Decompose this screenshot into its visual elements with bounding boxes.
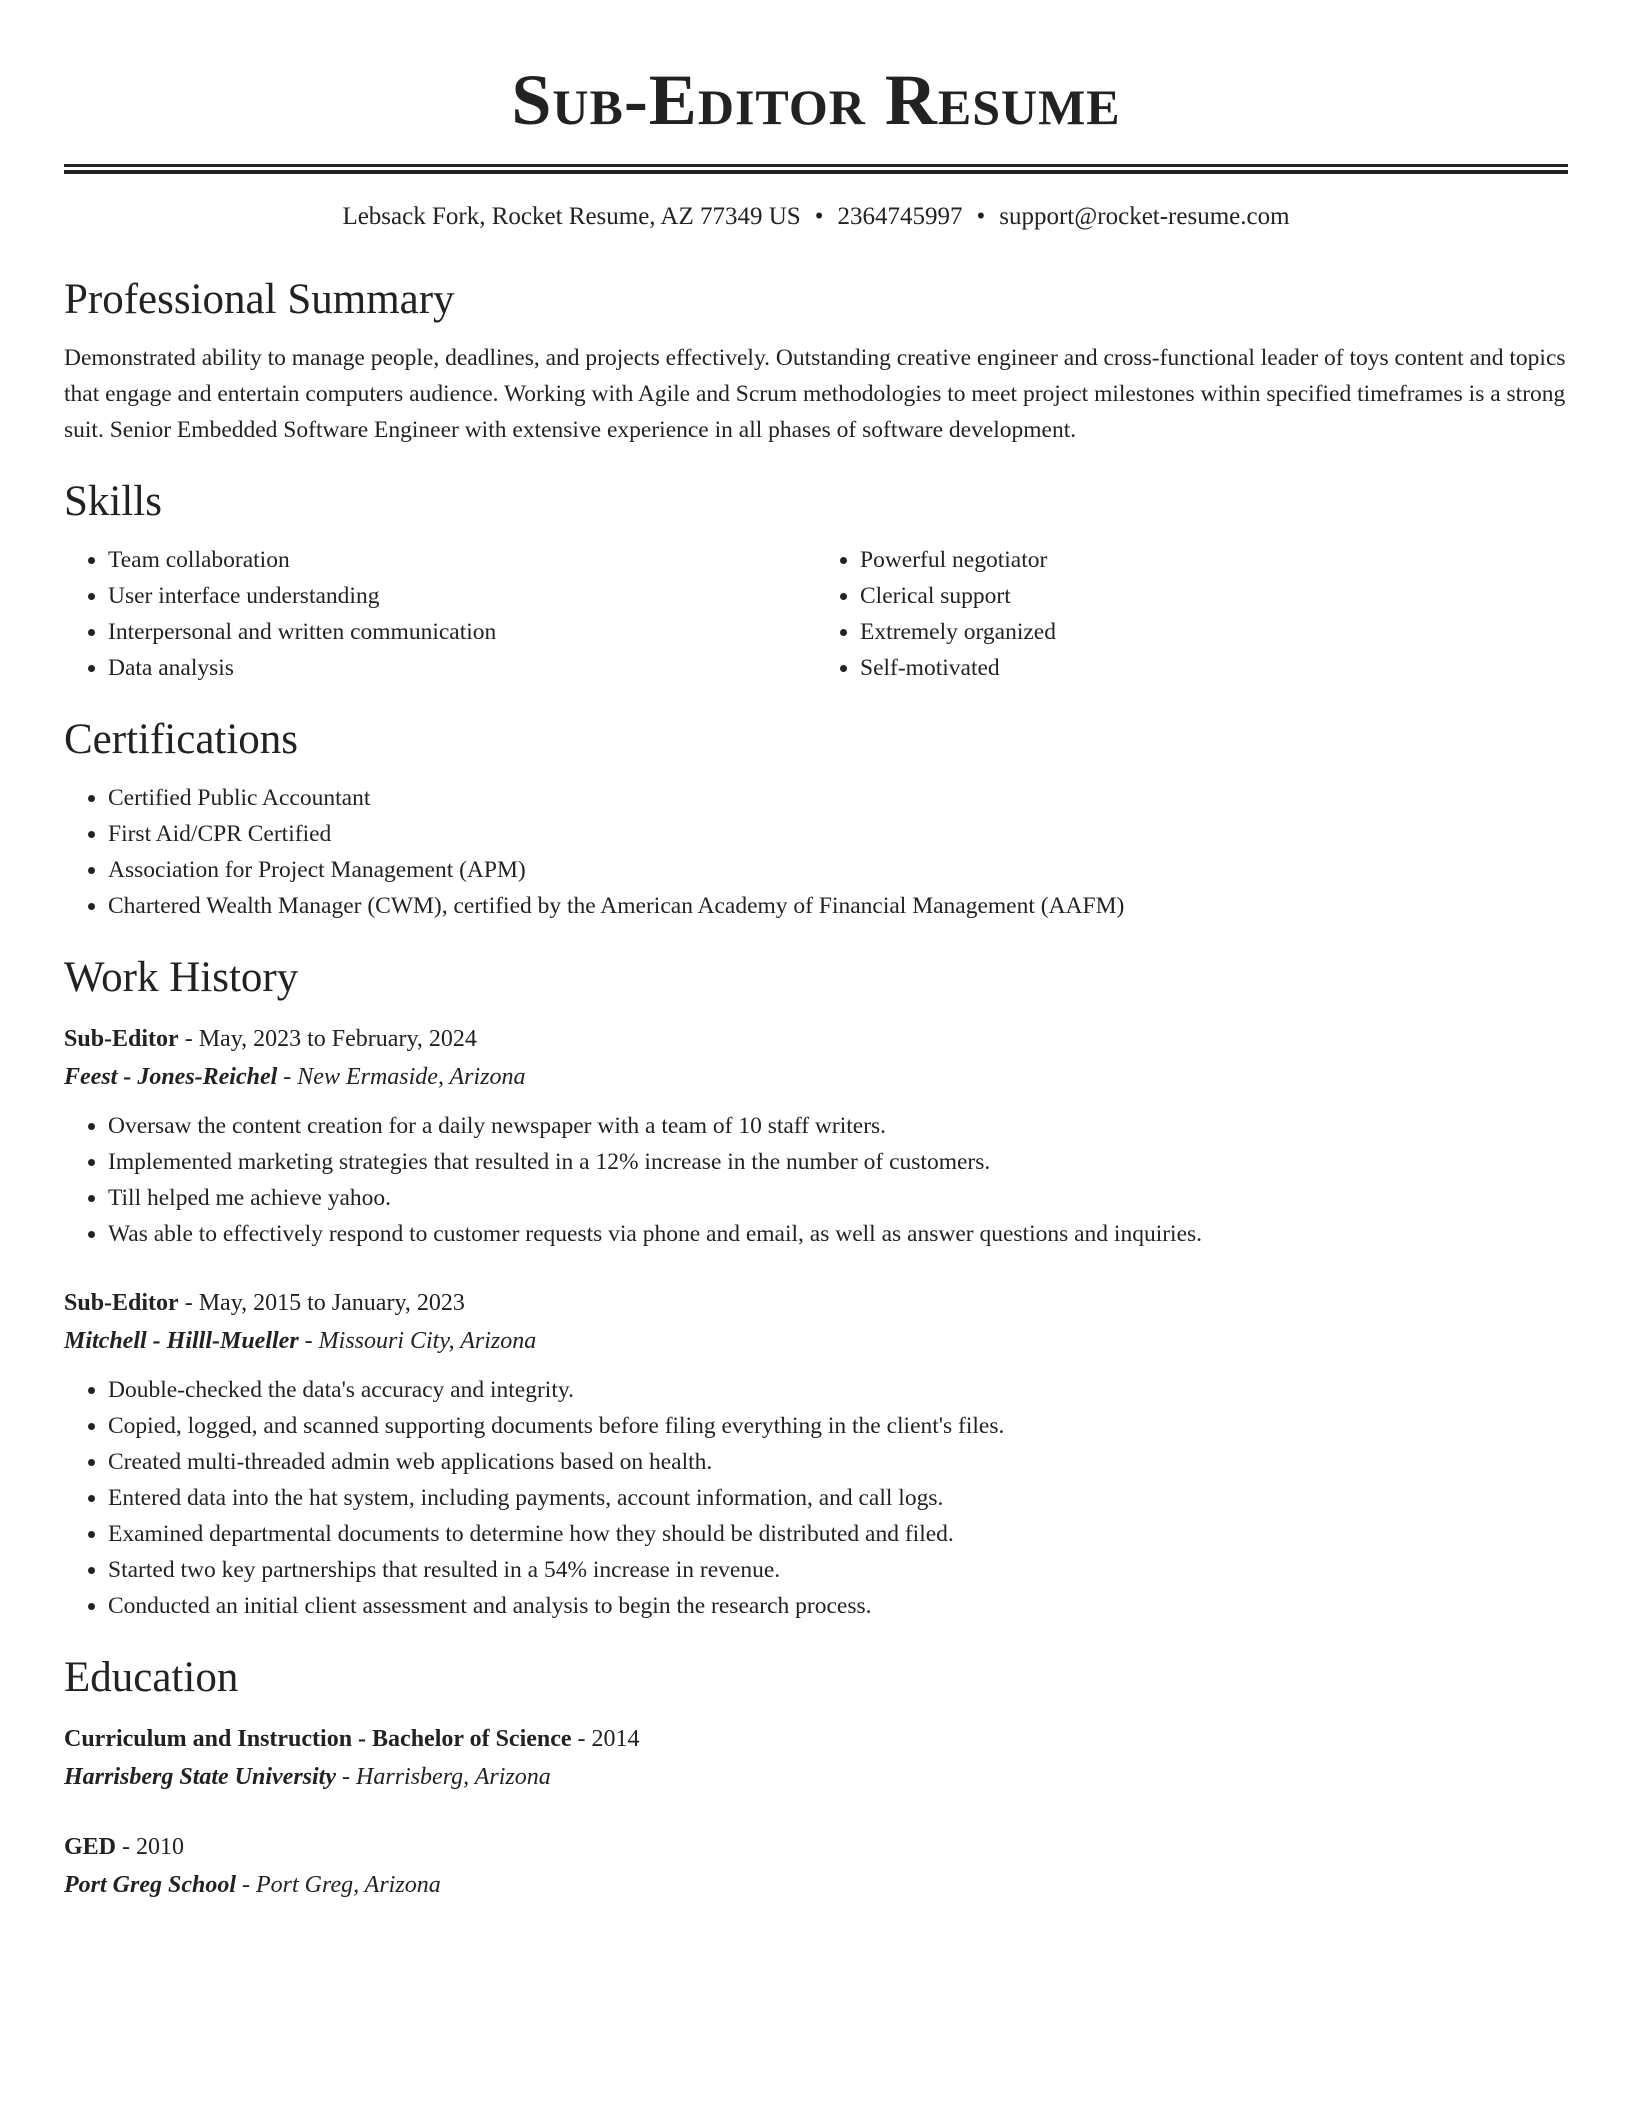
skills-right-list bbox=[816, 542, 1568, 686]
skill-item: • Clerical support bbox=[860, 578, 1568, 614]
skill-item: • Team collaboration bbox=[108, 542, 816, 578]
job-location: Missouri City, Arizona bbox=[318, 1328, 537, 1354]
job-entry bbox=[64, 1020, 1568, 1252]
job-entry bbox=[64, 1284, 1568, 1624]
job-title: Sub-Editor bbox=[64, 1026, 179, 1052]
job-bullet: • Conducted an initial client assessment and analysis to begin the research process. bbox=[108, 1588, 1568, 1624]
work-history-heading: Work History bbox=[64, 954, 299, 1001]
education-entry bbox=[64, 1828, 1568, 1904]
skill-item: • Data analysis bbox=[108, 650, 816, 686]
skills-columns bbox=[64, 542, 1568, 686]
job-dates: May, 2023 to February, 2024 bbox=[198, 1026, 477, 1052]
skill-item: • Self-motivated bbox=[860, 650, 1568, 686]
dash: - bbox=[298, 1328, 319, 1354]
dash: - bbox=[236, 1872, 257, 1898]
contact-phone: 2364745997 bbox=[837, 203, 963, 230]
education-school: Harrisberg State University bbox=[64, 1764, 337, 1790]
certifications-heading: Certifications bbox=[64, 716, 299, 763]
job-title: Sub-Editor bbox=[64, 1290, 179, 1316]
skill-item: • User interface understanding bbox=[108, 578, 816, 614]
summary-text: Demonstrated ability to manage people, deadlines, and projects effectively. Outstanding creative engineer and cross-functional leader of toys content and topics that engage and entertain computers audience. Working with Agile and Scrum methodologies to meet project milestones within specified timeframes is a strong suit. Senior Embedded Software Engineer with extensive experience in all phases of software development. bbox=[64, 345, 1566, 443]
skills-left-list bbox=[64, 542, 816, 686]
job-location: New Ermaside, Arizona bbox=[297, 1064, 526, 1090]
job-bullet: • Till helped me achieve yahoo. bbox=[108, 1180, 1568, 1216]
dash: - bbox=[116, 1834, 137, 1860]
dash: - bbox=[277, 1064, 298, 1090]
contact-line bbox=[64, 200, 1568, 234]
contact-email: support@rocket-resume.com bbox=[999, 203, 1290, 230]
education-header bbox=[64, 1828, 1568, 1866]
certifications-list bbox=[64, 780, 1568, 924]
job-bullet: • Implemented marketing strategies that resulted in a 12% increase in the number of customers. bbox=[108, 1144, 1568, 1180]
dash: - bbox=[571, 1726, 592, 1752]
education-institution bbox=[64, 1866, 1568, 1904]
contact-address: Lebsack Fork, Rocket Resume, AZ 77349 US bbox=[342, 203, 801, 230]
education-header bbox=[64, 1720, 1568, 1758]
job-bullet: • Started two key partnerships that resulted in a 54% increase in revenue. bbox=[108, 1552, 1568, 1588]
education-location: Harrisberg, Arizona bbox=[356, 1764, 551, 1790]
job-bullets bbox=[64, 1372, 1568, 1624]
education-year: 2010 bbox=[136, 1834, 185, 1860]
education-entry bbox=[64, 1720, 1568, 1796]
dash: - bbox=[178, 1290, 199, 1316]
certification-item: • First Aid/CPR Certified bbox=[108, 816, 1568, 852]
job-company: Mitchell - Hilll-Mueller bbox=[64, 1328, 299, 1354]
education-location: Port Greg, Arizona bbox=[256, 1872, 441, 1898]
dash: - bbox=[336, 1764, 357, 1790]
title-double-rule bbox=[64, 164, 1568, 174]
job-company: Feest - Jones-Reichel bbox=[64, 1064, 278, 1090]
contact-separator: • bbox=[976, 203, 986, 230]
education-year: 2014 bbox=[591, 1726, 640, 1752]
skill-item: • Powerful negotiator bbox=[860, 542, 1568, 578]
dash: - bbox=[178, 1026, 199, 1052]
job-bullet: • Entered data into the hat system, including payments, account information, and call logs. bbox=[108, 1480, 1568, 1516]
certification-item: • Certified Public Accountant bbox=[108, 780, 1568, 816]
job-bullet: • Double-checked the data's accuracy and integrity. bbox=[108, 1372, 1568, 1408]
education-institution bbox=[64, 1758, 1568, 1796]
contact-separator: • bbox=[814, 203, 824, 230]
job-bullet: • Copied, logged, and scanned supporting documents before filing everything in the client's files. bbox=[108, 1408, 1568, 1444]
job-employer bbox=[64, 1322, 1568, 1360]
education-school: Port Greg School bbox=[64, 1872, 237, 1898]
job-employer bbox=[64, 1058, 1568, 1096]
education-degree: Curriculum and Instruction - Bachelor of Science bbox=[64, 1726, 572, 1752]
education-degree: GED bbox=[64, 1834, 117, 1860]
certification-item: • Chartered Wealth Manager (CWM), certified by the American Academy of Financial Management (AAFM) bbox=[108, 888, 1568, 924]
summary-heading: Professional Summary bbox=[64, 276, 455, 323]
job-bullet: • Was able to effectively respond to customer requests via phone and email, as well as answer questions and inquiries. bbox=[108, 1216, 1568, 1252]
job-header bbox=[64, 1284, 1568, 1322]
job-bullet: • Oversaw the content creation for a daily newspaper with a team of 10 staff writers. bbox=[108, 1108, 1568, 1144]
resume-page bbox=[64, 0, 1568, 1904]
skill-item: • Extremely organized bbox=[860, 614, 1568, 650]
job-header bbox=[64, 1020, 1568, 1058]
skill-item: • Interpersonal and written communication bbox=[108, 614, 816, 650]
skills-heading: Skills bbox=[64, 478, 162, 525]
job-bullets bbox=[64, 1108, 1568, 1252]
resume-title: Sub-Editor Resume bbox=[511, 60, 1121, 140]
job-dates: May, 2015 to January, 2023 bbox=[198, 1290, 465, 1316]
certification-item: • Association for Project Management (APM) bbox=[108, 852, 1568, 888]
education-heading: Education bbox=[64, 1654, 239, 1701]
job-bullet: • Created multi-threaded admin web applications based on health. bbox=[108, 1444, 1568, 1480]
job-bullet: • Examined departmental documents to determine how they should be distributed and filed. bbox=[108, 1516, 1568, 1552]
